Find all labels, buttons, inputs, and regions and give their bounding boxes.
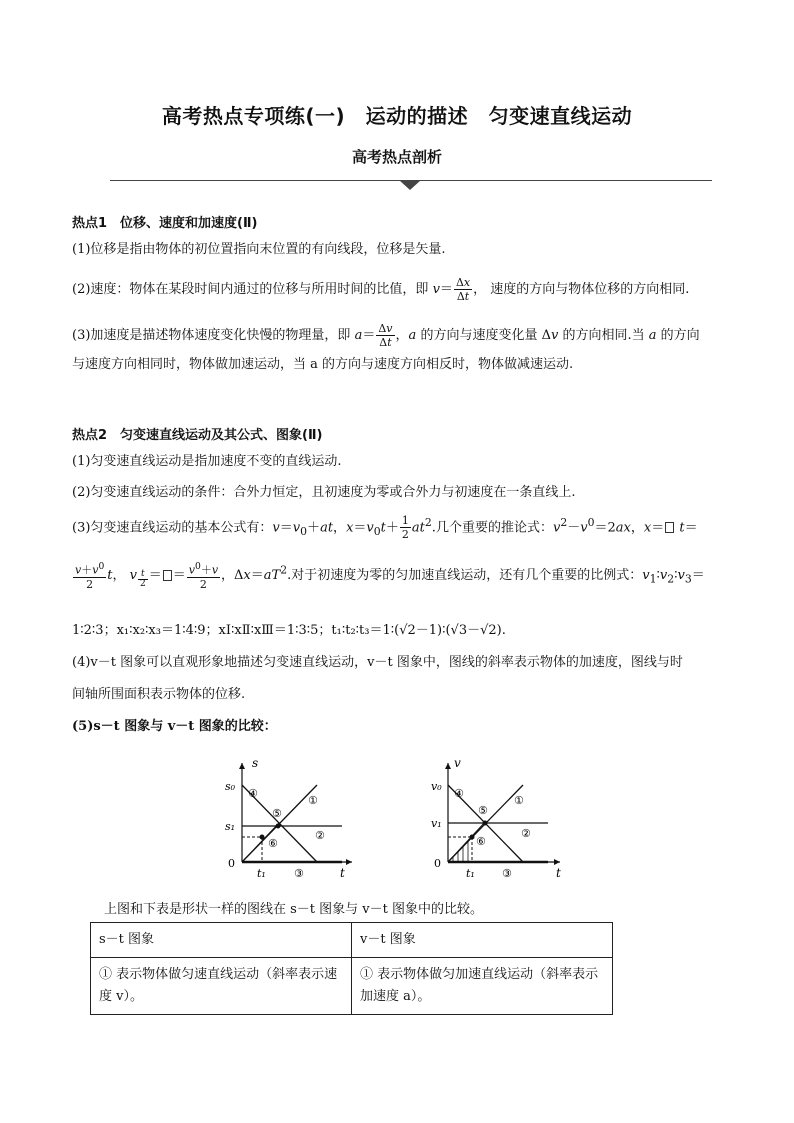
hot2-p3: (3)匀变速直线运动的基本公式有：$v=v_0+at$，$x=v_0t+$ $\frac{1}{2}$ $at^2$.几个重要的推论式：$v^2-v^0=2ax$，x＝ t＝ — [72, 514, 698, 542]
hot2-p3-line2: $\frac{v+v^0}{2}$ t， v $_{\frac{t}{2}}$ ＝ ＝ $\frac{v^0+v}{2}$ ，$\Delta x=aT^2$.对于初速度为零的匀加速直线运动，还有几个重要的比例式：$v_1∶v_2∶v_3=$ — [75, 561, 705, 591]
curve-label-2: ② — [521, 827, 531, 840]
table-caption: 上图和下表是形状一样的图线在 s－t 图象与 v－t 图象中的比较。 — [104, 902, 483, 917]
hot1-p3: (3)加速度是描述物体速度变化快慢的物理量，即 a＝ $\frac{\Delta v}{\Delta t}$ ，a 的方向与速度变化量 Δv 的方向相同.当 a 的方向 — [72, 322, 700, 349]
hot1-p3-line2: 与速度方向相同时，物体做加速运动，当 a 的方向与速度方向相反时，物体做减速运动. — [72, 357, 574, 372]
table-row — [91, 958, 613, 1015]
curve-label-5: ⑤ — [272, 807, 282, 820]
hot1-p2-text-b: 速度的方向与物体位移的方向相同. — [490, 282, 690, 297]
divider-triangle-icon — [399, 180, 421, 190]
hot1-p3-text-b: 的方向与速度变化量 — [420, 328, 538, 343]
hot2-p1: (1)匀变速直线运动是指加速度不变的直线运动. — [72, 454, 342, 469]
hot2-heading: 热点2 匀变速直线运动及其公式、图象(Ⅱ) — [72, 428, 323, 443]
origin-label: 0 — [228, 857, 235, 870]
curve-label-1: ① — [514, 794, 524, 807]
t1-tick-label: t₁ — [466, 867, 475, 880]
section-subtitle: 高考热点剖析 — [351, 148, 442, 166]
hot1-p3-text-c: 的方向相同.当 — [562, 328, 645, 343]
v1-tick-label: v₁ — [431, 817, 442, 830]
placeholder-box — [665, 522, 674, 533]
v-t-graph — [428, 755, 573, 880]
fraction-dv-dt: $\frac{\Delta v}{\Delta t}$ — [378, 322, 393, 349]
hot2-p5: (5)s－t 图象与 v－t 图象的比较： — [72, 719, 277, 734]
hot2-p4-line1: (4)v－t 图象可以直观形象地描述匀变速直线运动，v－t 图象中，图线的斜率表示物体的加速度，图线与时 — [72, 655, 683, 670]
hot2-ratio-line: 1∶2∶3；x₁∶x₂∶x₃＝1∶4∶9；xⅠ∶xⅡ∶xⅢ＝1∶3∶5；t₁∶t₂∶t₃＝1∶(√2－1)∶(√3－√2). — [72, 623, 506, 638]
hot1-p3-text-a: (3)加速度是描述物体速度变化快慢的物理量，即 — [72, 328, 351, 343]
curve-label-6: ⑥ — [476, 835, 486, 848]
curve-label-4: ④ — [248, 787, 258, 800]
v-axis-label: v — [454, 756, 461, 770]
t-axis-label: t — [340, 866, 345, 880]
v0-tick-label: v₀ — [431, 780, 442, 793]
hot1-p2-text-a: (2)速度：物体在某段时间内通过的位移与所用时间的比值，即 — [72, 282, 429, 297]
origin-label: 0 — [434, 857, 441, 870]
s-t-graph — [222, 755, 362, 880]
table-header-cell: s－t 图象 — [91, 923, 352, 958]
s0-tick-label: s₀ — [225, 780, 236, 793]
comparison-table — [90, 922, 613, 1015]
hot1-heading: 热点1 位移、速度和加速度(Ⅱ) — [72, 216, 258, 231]
curve-label-4: ④ — [454, 787, 464, 800]
curve-label-3: ③ — [502, 867, 512, 880]
hot2-p4-line2: 间轴所围面积表示物体的位移. — [72, 687, 246, 702]
table-cell: ① 表示物体做匀速直线运动（斜率表示速度 v）。 — [91, 958, 352, 1015]
t-axis-label: t — [556, 866, 561, 880]
table-header-cell: v－t 图象 — [352, 923, 613, 958]
hot1-p2: (2)速度：物体在某段时间内通过的位移与所用时间的比值，即 v＝ $\frac{\Delta x}{\Delta t}$ ， 速度的方向与物体位移的方向相同. — [72, 276, 690, 303]
fraction-dx-dt: $\frac{\Delta x}{\Delta t}$ — [455, 276, 471, 303]
curve-label-6: ⑥ — [268, 837, 278, 850]
placeholder-box — [163, 570, 172, 581]
hot2-p3-text-c: 对于初速度为零的匀加速直线运动，还有几个重要的比例式： — [291, 567, 643, 583]
page-title: 高考热点专项练(一) 运动的描述 匀变速直线运动 — [161, 104, 633, 128]
hot2-p2: (2)匀变速直线运动的条件：合外力恒定，且初速度为零或合外力与初速度在一条直线上. — [72, 485, 576, 500]
s-axis-label: s — [252, 756, 259, 770]
formula-v: v — [432, 282, 440, 297]
t1-tick-label: t₁ — [257, 867, 266, 880]
table-cell: ① 表示物体做匀加速直线运动（斜率表示加速度 a）。 — [352, 958, 613, 1015]
curve-label-1: ① — [308, 794, 318, 807]
hot2-p3-text-a: (3)匀变速直线运动的基本公式有： — [72, 520, 273, 536]
hot1-p1: (1)位移是指由物体的初位置指向末位置的有向线段，位移是矢量. — [72, 242, 446, 257]
table-header-row — [91, 923, 613, 958]
hot1-p3-text-d: 的方向 — [660, 328, 700, 343]
curve-label-5: ⑤ — [478, 804, 488, 817]
s1-tick-label: s₁ — [225, 820, 236, 833]
curve-label-3: ③ — [294, 867, 304, 880]
curve-label-2: ② — [315, 829, 325, 842]
hot2-p3-text-b: 几个重要的推论式： — [435, 520, 553, 536]
